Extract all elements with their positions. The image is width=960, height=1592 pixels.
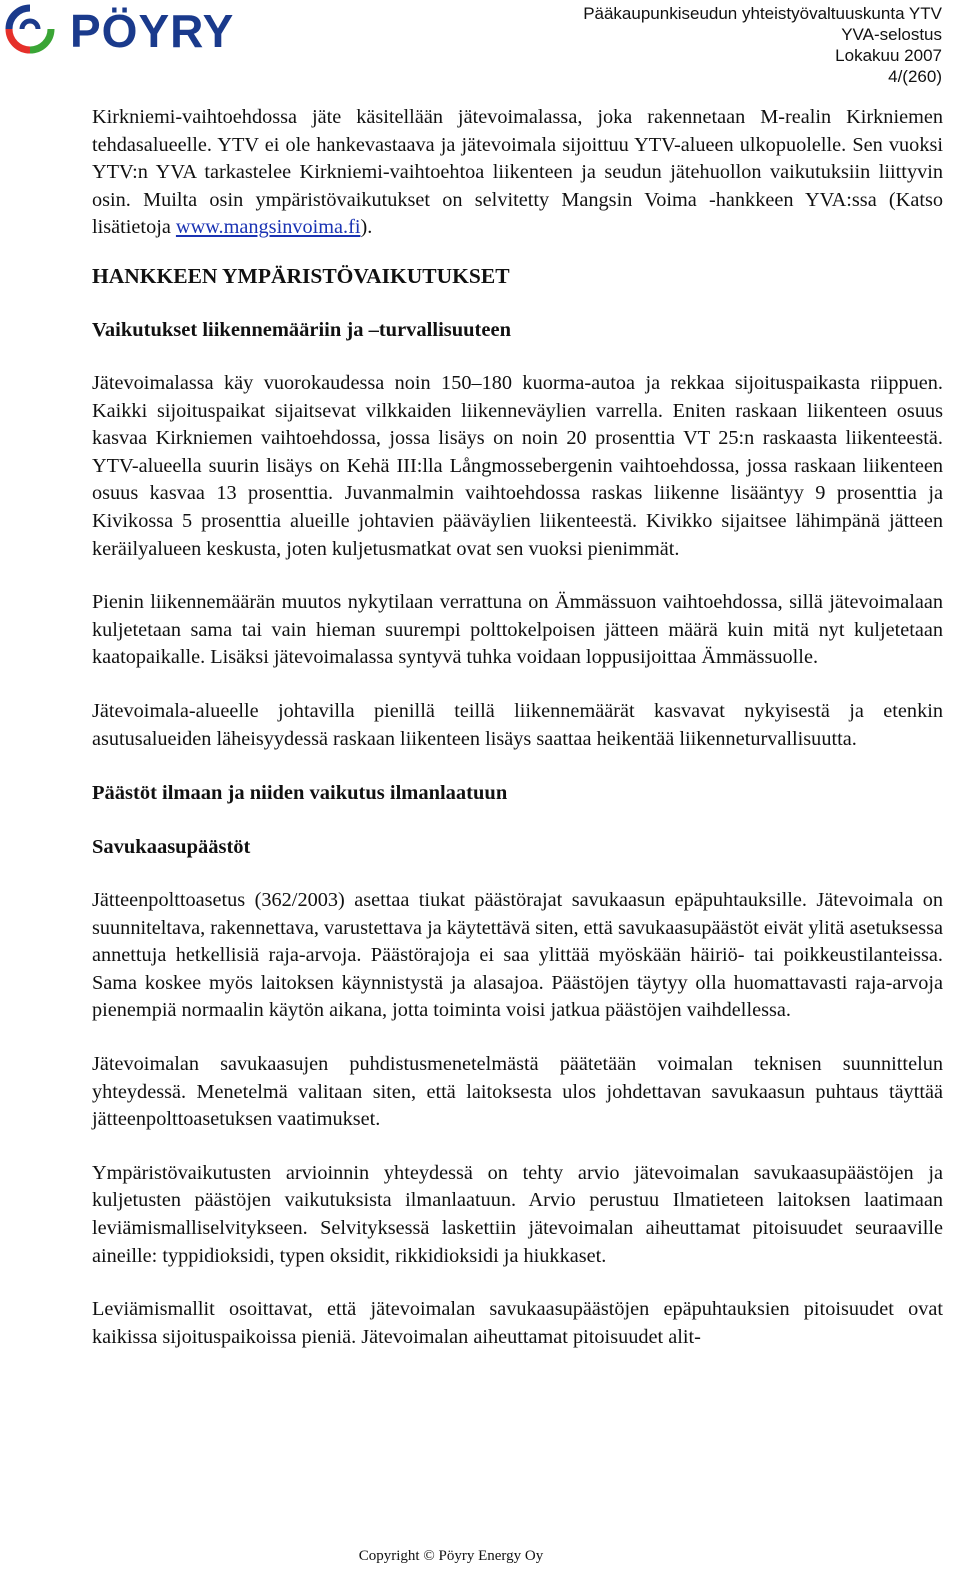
traffic-paragraph-3: Jätevoimala-alueelle johtavilla pienillä teillä liikennemäärät kasvavat nykyisestä ja etenkin asutusalueiden läheisyydessä raskaan liikenteen lisäys saattaa heikentää liikenneturvallisuutta. [92,699,943,750]
company-logo [2,4,264,57]
mangsinvoima-link[interactable]: www.mangsinvoima.fi [175,216,361,239]
intro-after: ). [360,216,373,239]
document-body [92,104,943,1351]
footer-copyright: Copyright © Pöyry Energy Oy [358,1548,544,1564]
emissions-heading: Päästöt ilmaan ja niiden vaikutus ilmanlaatuun [92,782,508,805]
emissions-paragraph-2: Jätevoimalan savukaasujen puhdistusmenetelmästä päätetään voimalan teknisen suunnittelun yhteydessä. Menetelmä valitaan siten, että laitoksesta ulos johdettavan savukaasun puhtaus täyttää jätteenpolttoasetuksen vaatimukset. [92,1053,943,1131]
emissions-paragraph-1: Jätteenpolttoasetus (362/2003) asettaa tiukat päästörajat savukaasun epäpuhtauksille. Jätevoimala on suunniteltava, rakennettava, varustettava ja käytettävä siten, että savukaasupäästöt eivät ylitä asetuksessa annettuja hetkellisiä raja-arvoja. Päästörajoja ei saa ylittää myöskään häiriö- tai poikkeustilanteissa. Sama koskee myös laitoksen käynnistystä ja alasajoa. Päästöjen täytyy olla huomattavasti raja-arvoja pienempiä normaalin käytön aikana, jotta toiminta voisi jatkua päästöjen vaihdellessa. [92,889,943,1022]
header-date: Lokakuu 2007 [835,46,942,65]
traffic-paragraph-2: Pienin liikennemäärän muutos nykytilaan verrattuna on Ämmässuon vaihtoehdossa, sillä jätevoimalaan kuljetetaan sama tai vain hieman suurempi polttokelpoisen jätteen määrä kuin mitä nyt kuljetetaan kaatopaikalle. Lisäksi jätevoimalassa syntyvä tuhka voidaan loppusijoittaa Ämmässuolle. [92,591,943,669]
logo-wordmark: PÖYRY [70,5,235,57]
header-doc-type: YVA-selostus [841,25,942,44]
poyry-logo-icon [2,4,58,54]
intro-text: Kirkniemi-vaihtoehdossa jäte käsitellään jätevoimalassa, joka rakennetaan M-realin Kirkniemen tehdasalueelle. YTV ei ole hankevastaava ja jätevoimala sijoittuu YTV-alueen ulkopuolelle. Sen vuoksi YTV:n YVA tarkastelee Kirkniemi-vaihtoehtoa liikenteen ja seudun jätehuollon vaikutuksiin liittyvin osin. Muilta osin ympäristövaikutukset on selvitetty Mangsin Voima -hankkeen YVA:ssa (Katso lisätietoja [92,106,943,239]
emissions-paragraph-3: Ympäristövaikutusten arvioinnin yhteydessä on tehty arvio jätevoimalan savukaasupäästöjen ja kuljetusten päästöjen vaikutuksista ilmanlaatuun. Arvio perustuu Ilmatieteen laitoksen laatimaan leviämismalliselvitykseen. Selvityksessä laskettiin jätevoimalan aiheuttamat pitoisuudet seuraaville aineille: typpidioksidi, typen oksidit, rikkidioksidi ja hiukkaset. [92,1161,943,1267]
traffic-heading: Vaikutukset liikennemääriin ja –turvallisuuteen [92,318,511,341]
section-title: HANKKEEN YMPÄRISTÖVAIKUTUKSET [92,263,510,288]
document-header [583,3,942,87]
header-page-number: 4/(260) [888,67,942,86]
traffic-paragraph-1: Jätevoimalassa käy vuorokaudessa noin 150–180 kuorma-autoa ja rekkaa sijoituspaikasta riippuen. Kaikki sijoituspaikat sijaitsevat vilkkaiden liikenneväylien varrella. Eniten raskaan liikenteen osuus kasvaa Kirkniemen vaihtoehdossa, jossa lisäys on noin 20 prosenttia VT 25:n raskaasta liikenteestä. YTV-alueella suurin lisäys on Kehä III:lla Långmossebergenin vaihtoehdossa, jossa raskaan liikenteen osuus kasvaa 13 prosenttia. Juvanmalmin vaihtoehdossa raskas liikenne lisääntyy 9 prosenttia ja Kivikossa 5 prosenttia alueille johtavien pääväylien liikenteestä. Kivikko sijaitsee lähimpänä jätteen keräilyalueen keskusta, joten kuljetusmatkat ovat sen vuoksi pienimmät. [92,371,943,560]
flue-gas-subheading: Savukaasupäästöt [92,836,251,859]
header-client: Pääkaupunkiseudun yhteistyövaltuuskunta YTV [583,4,942,23]
emissions-paragraph-4: Leviämismallit osoittavat, että jätevoimalan savukaasupäästöjen epäpuhtauksien pitoisuudet ovat kaikissa sijoituspaikoissa pieniä. Jätevoimalan aiheuttamat pitoisuudet alit- [92,1298,943,1348]
intro-paragraph [92,104,943,242]
